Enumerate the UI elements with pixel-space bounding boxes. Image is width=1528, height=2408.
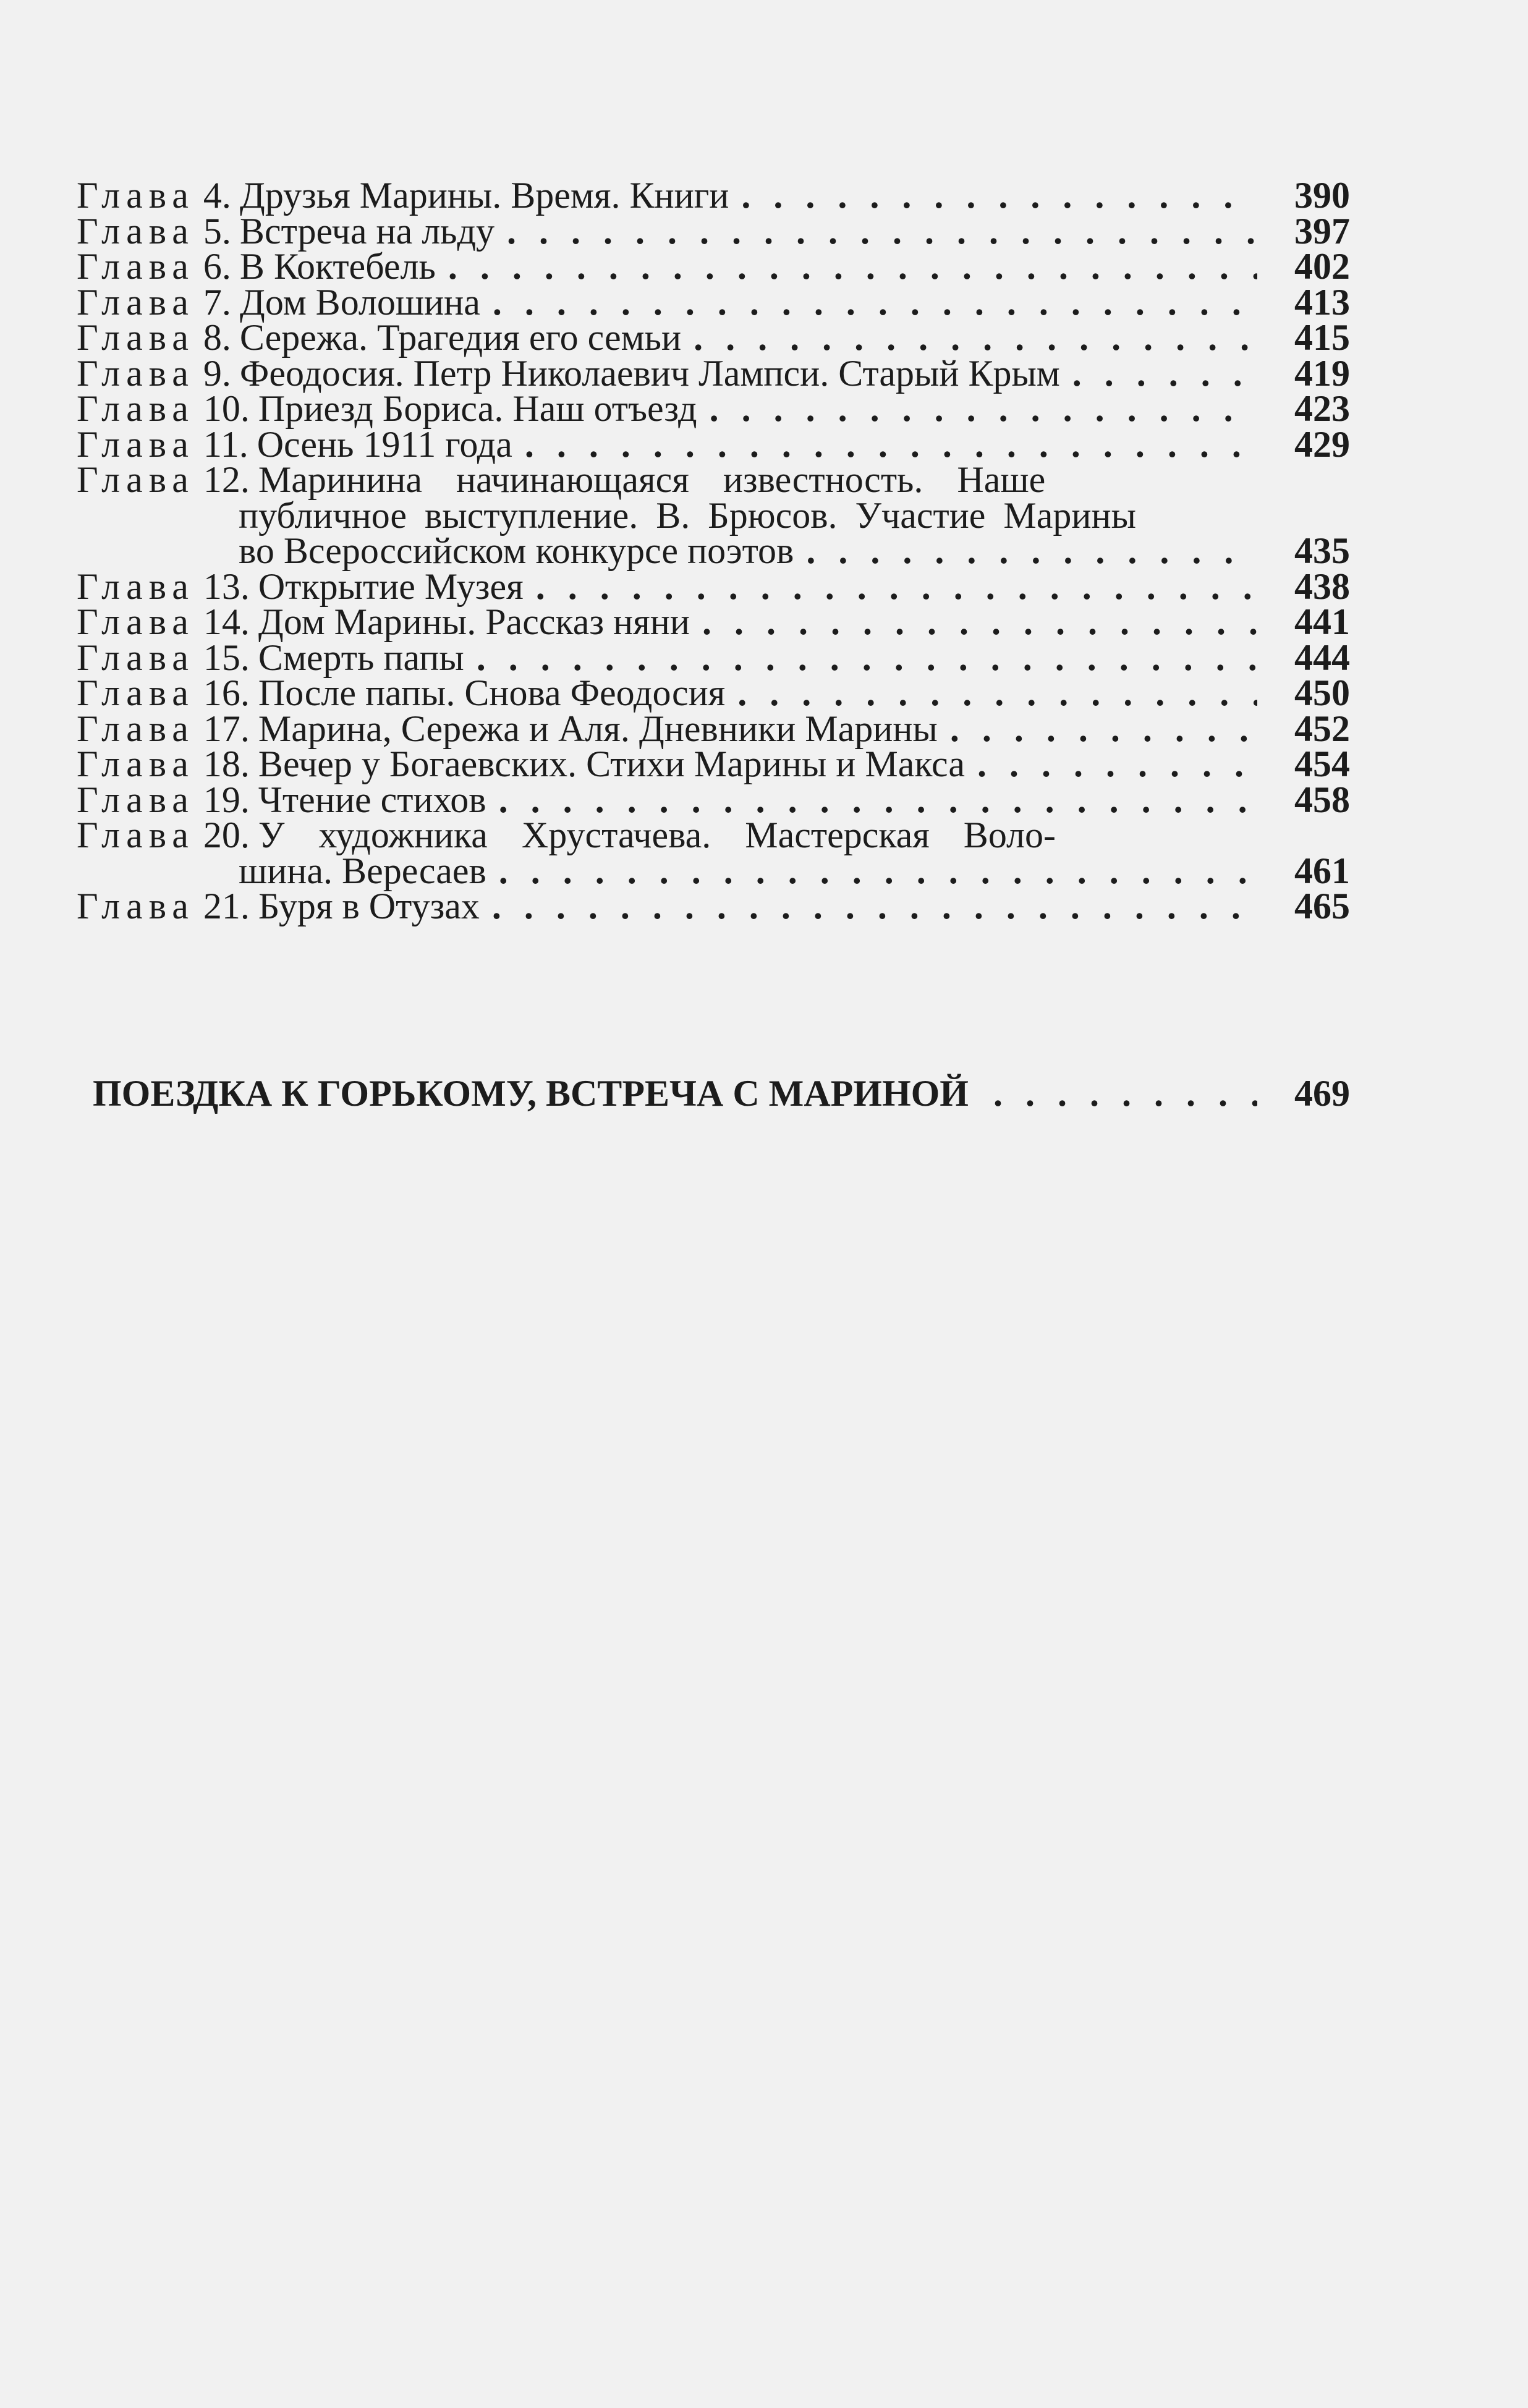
chapter-number: 15. bbox=[203, 637, 250, 678]
chapter-title: Смерть папы bbox=[258, 637, 464, 678]
chapter-title: Дом Марины. Рассказ няни bbox=[258, 601, 690, 642]
chapter-title-line: во Всероссийском конкурсе поэтов bbox=[239, 530, 794, 571]
chapter-label: Глава bbox=[77, 175, 195, 216]
chapter-label: Глава bbox=[77, 672, 195, 713]
toc-entry bbox=[77, 175, 1350, 216]
chapter-number: 14. bbox=[203, 601, 250, 642]
chapter-page: 444 bbox=[1294, 637, 1350, 678]
chapter-label: Глава bbox=[77, 246, 195, 287]
chapter-title: Встреча на льду bbox=[239, 210, 495, 252]
chapter-title: В Коктебель bbox=[239, 246, 436, 287]
chapter-number: 18. bbox=[203, 744, 250, 784]
toc-entry-continuation bbox=[77, 494, 1350, 536]
dot-leader bbox=[525, 427, 1257, 463]
toc-entry bbox=[77, 246, 1350, 287]
dot-leader bbox=[741, 178, 1257, 214]
chapter-title: Чтение стихов bbox=[258, 779, 486, 820]
toc-entry bbox=[77, 637, 1350, 678]
dot-leader bbox=[536, 569, 1257, 605]
section-page: 469 bbox=[1294, 1073, 1350, 1114]
chapter-title: Осень 1911 года bbox=[257, 423, 512, 465]
dot-leader bbox=[507, 214, 1257, 250]
chapter-page: 438 bbox=[1294, 566, 1350, 607]
chapter-number: 11. bbox=[203, 423, 248, 465]
dot-leader bbox=[499, 782, 1257, 818]
chapter-label: Глава bbox=[77, 459, 195, 500]
chapter-number: 10. bbox=[203, 388, 250, 429]
dot-leader bbox=[950, 711, 1257, 747]
chapter-number: 8. bbox=[203, 317, 231, 358]
toc-entry bbox=[77, 672, 1350, 713]
chapter-number: 6. bbox=[203, 246, 231, 287]
chapter-label: Глава bbox=[77, 352, 195, 394]
chapter-page: 397 bbox=[1294, 210, 1350, 252]
chapter-label: Глава bbox=[77, 779, 195, 820]
toc-entry-continuation bbox=[77, 850, 1350, 891]
dot-leader bbox=[977, 747, 1257, 782]
dot-leader bbox=[492, 889, 1257, 925]
dot-leader bbox=[477, 640, 1257, 676]
dot-leader bbox=[1072, 356, 1257, 392]
chapter-label: Глава bbox=[77, 388, 195, 429]
toc-entry-continuation bbox=[77, 530, 1350, 571]
chapter-title: Сережа. Трагедия его семьи bbox=[239, 317, 682, 358]
dot-leader bbox=[448, 249, 1257, 285]
chapter-label: Глава bbox=[77, 601, 195, 642]
chapter-number: 4. bbox=[203, 175, 231, 216]
chapter-page: 429 bbox=[1294, 423, 1350, 465]
chapter-label: Глава bbox=[77, 708, 195, 749]
chapter-number: 13. bbox=[203, 566, 250, 607]
toc-entry bbox=[77, 566, 1350, 607]
toc-entry bbox=[77, 886, 1350, 926]
toc-entry bbox=[77, 744, 1350, 784]
toc-entry bbox=[77, 601, 1350, 642]
chapter-title-line: публичное выступление. В. Брюсов. Участие Марины bbox=[239, 494, 1136, 536]
chapter-title: Марина, Сережа и Аля. Дневники Марины bbox=[258, 708, 938, 749]
toc-entry bbox=[77, 388, 1350, 429]
chapter-label: Глава bbox=[77, 637, 195, 678]
toc-entry bbox=[77, 352, 1350, 394]
dot-leader bbox=[694, 320, 1257, 356]
chapter-page: 423 bbox=[1294, 388, 1350, 429]
chapter-page: 461 bbox=[1294, 850, 1350, 891]
chapter-number: 19. bbox=[203, 779, 250, 820]
chapter-page: 454 bbox=[1294, 744, 1350, 784]
section-title: ПОЕЗДКА К ГОРЬКОМУ, ВСТРЕЧА С МАРИНОЙ bbox=[93, 1073, 969, 1114]
chapter-number: 9. bbox=[203, 352, 231, 394]
chapter-label: Глава bbox=[77, 281, 195, 323]
chapter-page: 450 bbox=[1294, 672, 1350, 713]
dot-leader bbox=[710, 391, 1257, 427]
chapter-label: Глава bbox=[77, 317, 195, 358]
chapter-page: 415 bbox=[1294, 317, 1350, 358]
chapter-label: Глава bbox=[77, 423, 195, 465]
chapter-number: 21. bbox=[203, 886, 250, 926]
chapter-number: 20. bbox=[203, 815, 250, 855]
dot-leader bbox=[993, 1072, 1257, 1115]
chapter-title: Дом Волошина bbox=[239, 281, 480, 323]
chapter-page: 458 bbox=[1294, 779, 1350, 820]
chapter-label: Глава bbox=[77, 210, 195, 252]
chapter-page: 413 bbox=[1294, 281, 1350, 323]
toc-entry bbox=[77, 815, 1350, 855]
dot-leader bbox=[702, 604, 1257, 640]
chapter-title: Открытие Музея bbox=[258, 566, 524, 607]
chapter-number: 12. bbox=[203, 459, 250, 500]
chapter-title-line: шина. Вересаев bbox=[239, 850, 486, 891]
chapter-page: 452 bbox=[1294, 708, 1350, 749]
chapter-title-line: Маринина начинающаяся известность. Наше bbox=[258, 459, 1046, 500]
chapter-title: Вечер у Богаевских. Стихи Марины и Макса bbox=[258, 744, 965, 784]
chapter-number: 5. bbox=[203, 210, 231, 252]
chapter-page: 465 bbox=[1294, 886, 1350, 926]
toc-entry bbox=[77, 281, 1350, 323]
chapter-page: 435 bbox=[1294, 530, 1350, 571]
chapter-title: После папы. Снова Феодосия bbox=[258, 672, 726, 713]
chapter-label: Глава bbox=[77, 566, 195, 607]
toc-entry bbox=[77, 317, 1350, 358]
chapter-label: Глава bbox=[77, 744, 195, 784]
toc-entry bbox=[77, 779, 1350, 820]
chapter-page: 419 bbox=[1294, 352, 1350, 394]
toc-entry bbox=[77, 210, 1350, 252]
chapter-number: 16. bbox=[203, 672, 250, 713]
chapter-label: Глава bbox=[77, 815, 195, 855]
chapter-title: Буря в Отузах bbox=[258, 886, 480, 926]
chapter-label: Глава bbox=[77, 886, 195, 926]
chapter-number: 17. bbox=[203, 708, 250, 749]
chapter-page: 390 bbox=[1294, 175, 1350, 216]
dot-leader bbox=[806, 533, 1257, 569]
toc-entry bbox=[77, 423, 1350, 465]
dot-leader bbox=[499, 854, 1257, 889]
toc-entry bbox=[77, 459, 1350, 500]
dot-leader bbox=[493, 285, 1257, 321]
toc-entry bbox=[77, 708, 1350, 749]
chapter-title: Феодосия. Петр Николаевич Лампси. Старый Крым bbox=[239, 352, 1060, 394]
chapter-page: 402 bbox=[1294, 246, 1350, 287]
chapter-title: Приезд Бориса. Наш отъезд bbox=[258, 388, 697, 429]
dot-leader bbox=[737, 676, 1257, 711]
chapter-title: Друзья Марины. Время. Книги bbox=[239, 175, 729, 216]
chapter-title-line: У художника Хрустачева. Мастерская Воло- bbox=[258, 815, 1056, 855]
table-of-contents bbox=[77, 175, 1350, 926]
chapter-number: 7. bbox=[203, 281, 231, 323]
chapter-page: 441 bbox=[1294, 601, 1350, 642]
section-entry bbox=[93, 1072, 1350, 1115]
